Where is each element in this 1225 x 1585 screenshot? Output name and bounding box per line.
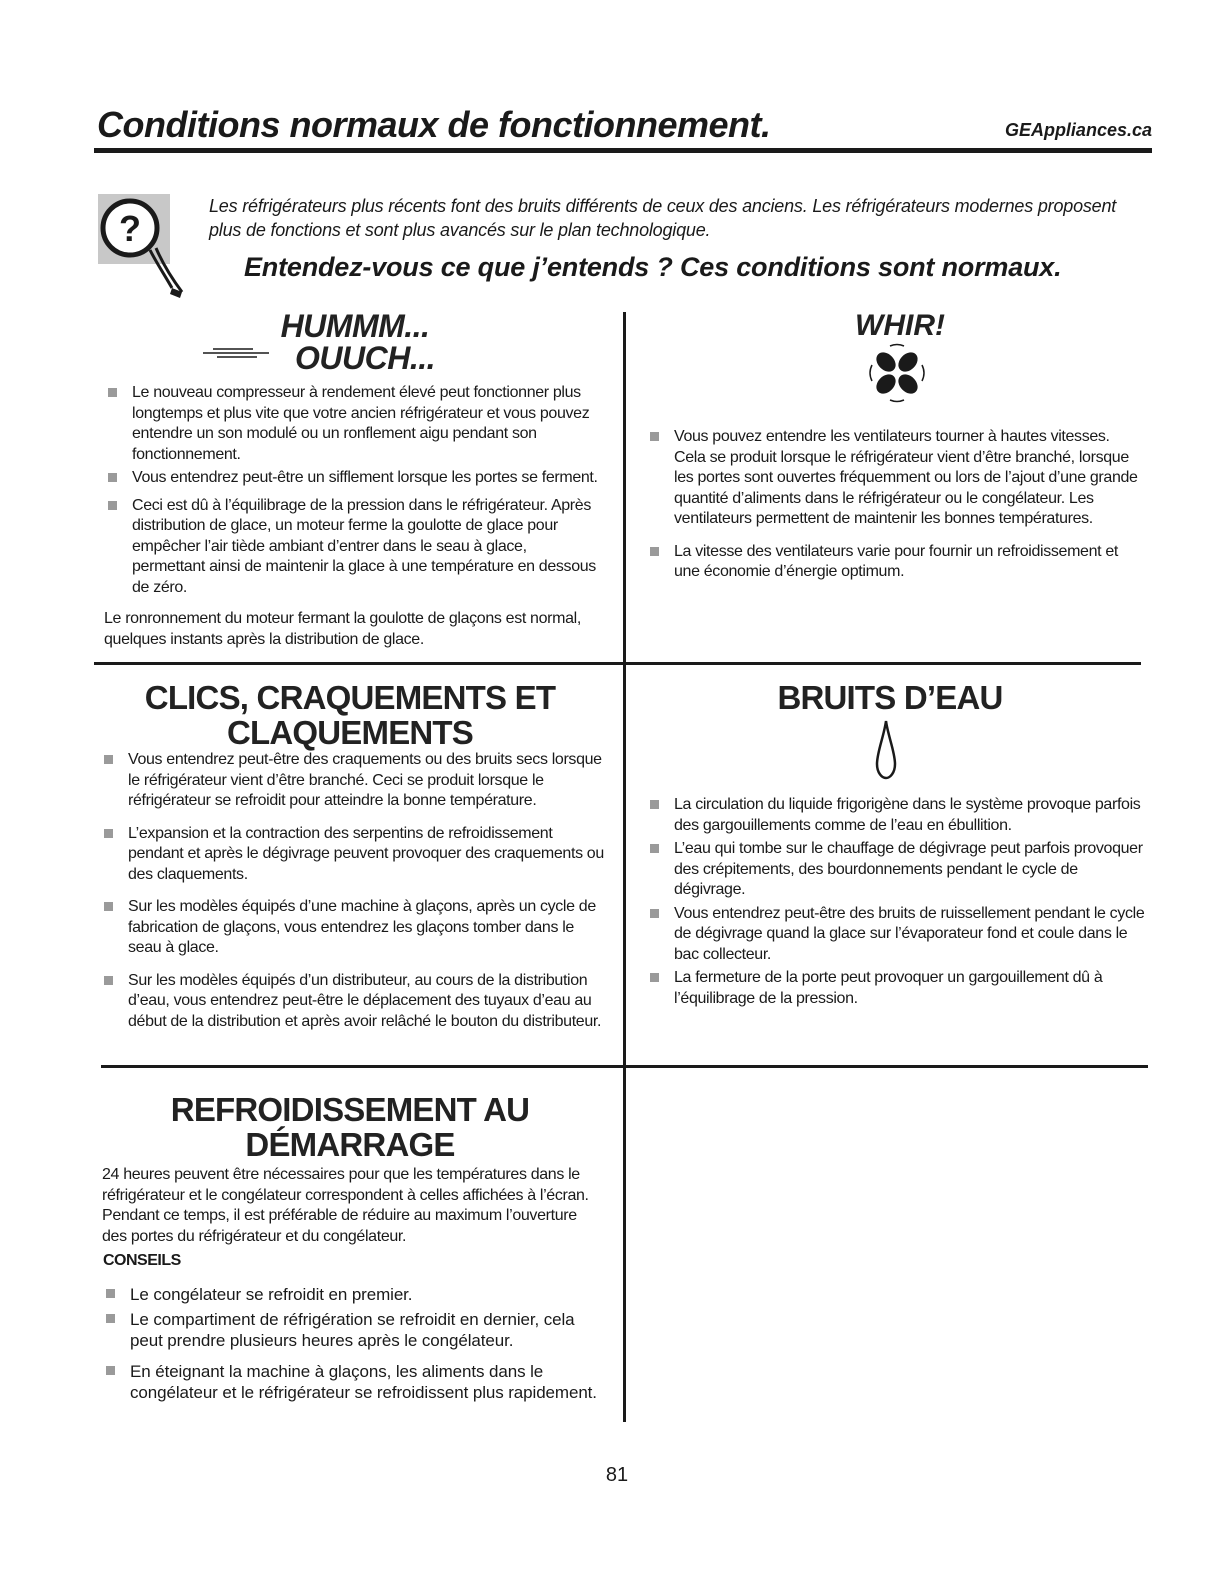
site-url: GEAppliances.ca (1004, 120, 1152, 140)
list-item: L’eau qui tombe sur le chauffage de dégivrage peut parfois provoquer des crépitements, des bourdonnements pendant le cycle de dégivrage. (645, 839, 1150, 901)
intro-text: Les réfrigérateurs plus récents font des bruits différents de ceux des anciens. Les réfrigérateurs modernes proposent plus de fonctions et sont plus avancés sur le plan technologique. (209, 196, 1117, 240)
clics-bullet-list (99, 750, 604, 1032)
question-magnifier-icon (98, 190, 198, 300)
list-item: Le nouveau compresseur à rendement élevé peut fonctionner plus longtemps et plus vite que votre ancien réfrigérateur et vous pouvez entendre un son modulé ou un ronflement aigu pendant son fonctionnement. (103, 383, 599, 465)
list-item: L’expansion et la contraction des serpentins de refroidissement pendant et après le dégivrage peuvent provoquer des craquements ou des claquements. (99, 824, 604, 886)
list-item: Vous pouvez entendre les ventilateurs tourner à hautes vitesses. Cela se produit lorsque le réfrigérateur vient d’être branché, lorsque les portes sont ouvertes fréquemment ou lors de l’ajout d’une grande quantité d’aliments dans le réfrigérateur ou le congélateur. Les ventilateurs permettent de maintenir les bonnes températures. (645, 427, 1145, 530)
page-title: Conditions normaux de fonctionnement. (97, 104, 771, 145)
list-item: Vous entendrez peut-être des craquements ou des bruits secs lorsque le réfrigérateur vient d’être branché. Ceci se produit lorsque le réfrigérateur se refroidit pour atteindre la bonne température. (99, 750, 604, 812)
list-item: Le congélateur se refroidit en premier. (101, 1284, 601, 1306)
refroid-title (110, 1092, 590, 1162)
svg-text:?: ? (119, 208, 141, 249)
row-divider-2 (101, 1065, 1148, 1068)
page-number: 81 (605, 1464, 629, 1486)
ouuch-title: OUUCH... (295, 340, 435, 376)
list-item: Vous entendrez peut-être des bruits de ruissellement pendant le cycle de dégivrage quand la glace sur l’évaporateur fond et coule dans le bac collecteur. (645, 904, 1150, 966)
refroid-title-line1: REFROIDISSEMENT AU (170, 1091, 530, 1128)
hum-title: HUMMM... (280, 308, 430, 344)
row-divider-1 (94, 662, 1141, 665)
whir-bullet-list (645, 427, 1145, 583)
whir-title: WHIR! (855, 309, 945, 342)
eau-bullet-list (645, 795, 1150, 1009)
refroid-text: 24 heures peuvent être nécessaires pour que les températures dans le réfrigérateur et le congélateur correspondent à celles affichées à l’écran. Pendant ce temps, il est préférable de réduire au maximum l’ouverture des portes du réfrigérateur et du congélateur. (102, 1166, 589, 1245)
list-item: La circulation du liquide frigorigène dans le système provoque parfois des gargouillements comme de l’eau en ébullition. (645, 795, 1150, 836)
hum-note: Le ronronnement du moteur fermant la goulotte de glaçons est normal, quelques instants après la distribution de glace. (104, 610, 581, 648)
water-drop-icon (874, 718, 898, 780)
list-item: Sur les modèles équipés d’un distributeur, au cours de la distribution d’eau, vous entendrez peut-être le déplacement des tuyaux d’eau au début de la distribution et après avoir relâché le bouton du distributeur. (99, 971, 604, 1033)
list-item: Vous entendrez peut-être un sifflement lorsque les portes se ferment. (103, 468, 599, 489)
list-item: En éteignant la machine à glaçons, les aliments dans le congélateur et le réfrigérateur se refroidissent plus rapidement. (101, 1361, 601, 1404)
clics-title-line1: CLICS, CRAQUEMENTS ET (144, 679, 556, 716)
refroid-title-line2: DÉMARRAGE (245, 1126, 455, 1163)
clics-title (110, 680, 590, 750)
list-item: Sur les modèles équipés d’une machine à glaçons, après un cycle de fabrication de glaçons, vous entendrez les glaçons tomber dans le seau à glace. (99, 897, 604, 959)
intro-subtitle: Entendez-vous ce que j’entends ? Ces conditions sont normaux. (244, 252, 1062, 282)
list-item: Le compartiment de réfrigération se refroidit en dernier, cela peut prendre plusieurs heures après le congélateur. (101, 1309, 601, 1352)
hum-bullet-list (103, 383, 599, 598)
header-rule (94, 148, 1152, 153)
clics-title-line2: CLAQUEMENTS (226, 714, 474, 751)
eau-title: BRUITS D’EAU (777, 679, 1003, 716)
list-item: La vitesse des ventilateurs varie pour fournir un refroidissement et une économie d’énergie optimum. (645, 542, 1145, 583)
list-item: La fermeture de la porte peut provoquer un gargouillement dû à l’équilibrage de la pression. (645, 968, 1150, 1009)
fan-icon (862, 343, 932, 403)
tips-label: CONSEILS (103, 1252, 181, 1269)
list-item: Ceci est dû à l’équilibrage de la pression dans le réfrigérateur. Après distribution de glace, un moteur ferme la goulotte de glace pour empêcher l’air tiède ambiant d’entrer dans le seau à glace, permettant ainsi de maintenir la glace à une température en dessous de zéro. (103, 496, 599, 599)
refroid-bullet-list (101, 1284, 601, 1404)
column-divider (623, 312, 626, 1422)
